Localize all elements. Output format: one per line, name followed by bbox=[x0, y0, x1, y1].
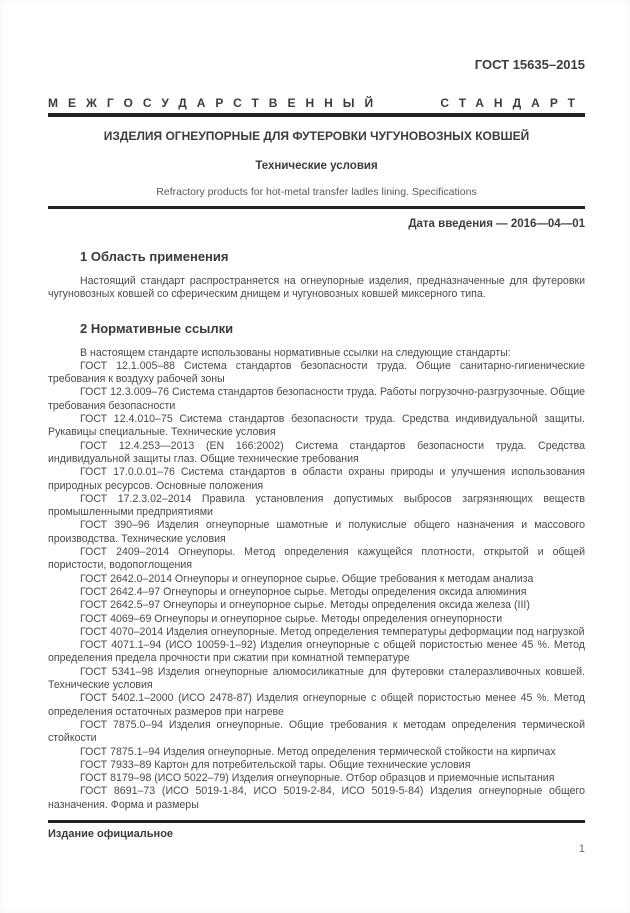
paragraph: ГОСТ 7875.1–94 Изделия огнеупорные. Метод определения термической стойкости на кирпичах bbox=[80, 745, 556, 758]
page-number: 1 bbox=[578, 843, 585, 855]
paragraph: ГОСТ 12.3.009–76 Система стандартов безопасности труда. Работы погрузочно-разгрузочные. Общие требования безопасности bbox=[48, 386, 585, 412]
paragraph: ГОСТ 12.4.010–75 Система стандартов безопасности труда. Средства индивидуальной защиты. Рукавицы специальные. Технические условия bbox=[48, 413, 585, 439]
paragraph: ГОСТ 5402.1–2000 (ИСО 2478-87) Изделия огнеупорные с общей пористостью менее 45 %. Метод определения остаточных размеров при нагреве bbox=[48, 692, 585, 718]
section bbox=[48, 249, 585, 302]
paragraph: ГОСТ 7933–89 Картон для потребительской тары. Общие технические условия bbox=[80, 758, 471, 771]
doc-title: ИЗДЕЛИЯ ОГНЕУПОРНЫЕ ДЛЯ ФУТЕРОВКИ ЧУГУНОВОЗНЫХ КОВШЕЙ bbox=[103, 129, 530, 143]
footer-rule bbox=[48, 820, 585, 823]
document-body bbox=[48, 249, 585, 812]
paragraph: ГОСТ 4071.1–94 (ИСО 10059-1–92) Изделия огнеупорные с общей пористостью менее 45 %. Метод определения предела прочности при сжатии при комнатной температуре bbox=[48, 639, 585, 665]
doc-number: ГОСТ 15635–2015 bbox=[474, 57, 585, 72]
paragraph: Настоящий стандарт распространяется на огнеупорные изделия, предназначенные для футеровки чугуновозных ковшей со сферическим днищем и чугуновозных ковшей миксерного типа. bbox=[48, 275, 585, 301]
paragraph: ГОСТ 390–96 Изделия огнеупорные шамотные и полукислые общего назначения и массового производства. Технические условия bbox=[48, 519, 585, 545]
header-rule-bottom bbox=[48, 206, 585, 209]
introduction-date: Дата введения — 2016—04—01 bbox=[408, 218, 585, 230]
paragraph: ГОСТ 8691–73 (ИСО 5019-1-84, ИСО 5019-2-84, ИСО 5019-5-84) Изделия огнеупорные общего назначения. Форма и размеры bbox=[48, 785, 585, 811]
paragraph: ГОСТ 17.2.3.02–2014 Правила установления допустимых выбросов загрязняющих веществ промышленными предприятиями bbox=[48, 492, 585, 519]
document-content bbox=[0, 57, 630, 812]
paragraph: ГОСТ 2409–2014 Огнеупоры. Метод определения кажущейся плотности, открытой и общей пористости, водопоглощения bbox=[48, 546, 585, 572]
header-rule-top bbox=[48, 113, 585, 117]
edition-note: Издание официальное bbox=[48, 828, 174, 840]
doc-title-english: Refractory products for hot-metal transfer ladles lining. Specifications bbox=[156, 186, 477, 198]
paragraph: ГОСТ 2642.5–97 Огнеупоры и огнеупорное сырье. Методы определения оксида железа (III) bbox=[80, 599, 530, 612]
paragraph: ГОСТ 2642.4–97 Огнеупоры и огнеупорное сырье. Методы определения оксида алюминия bbox=[80, 585, 527, 598]
paragraph: ГОСТ 8179–98 (ИСО 5022–79) Изделия огнеупорные. Отбор образцов и приемочные испытания bbox=[80, 772, 555, 785]
paragraph: ГОСТ 12.1.005–88 Система стандартов безопасности труда. Общие санитарно-гигиенические требования к воздуху рабочей зоны bbox=[48, 359, 585, 386]
paragraph: ГОСТ 12.4.253—2013 (EN 166:2002) Система стандартов безопасности труда. Средства индивидуальной защиты глаз. Общие технические требования bbox=[48, 439, 585, 465]
paragraph: ГОСТ 7875.0–94 Изделия огнеупорные. Общие требования к методам определения термической стойкости bbox=[48, 718, 585, 745]
section bbox=[48, 321, 585, 812]
paragraph: ГОСТ 17.0.0.01–76 Система стандартов в области охраны природы и улучшения использования природных ресурсов. Основные положения bbox=[48, 466, 585, 492]
page-footer bbox=[48, 820, 585, 855]
standard-kind-banner: МЕЖГОСУДАРСТВЕННЫЙ СТАНДАРТ bbox=[48, 96, 585, 110]
paragraph: ГОСТ 4070–2014 Изделия огнеупорные. Метод определения температуры деформации под нагрузкой bbox=[80, 625, 585, 638]
section-heading: 1 Область применения bbox=[80, 249, 229, 264]
paragraph: ГОСТ 5341–98 Изделия огнеупорные алюмосиликатные для футеровки сталеразливочных ковшей. Технические условия bbox=[48, 665, 585, 692]
doc-subtitle: Технические условия bbox=[255, 160, 378, 172]
section-heading: 2 Нормативные ссылки bbox=[80, 320, 234, 336]
paragraph: ГОСТ 4069–69 Огнеупоры и огнеупорное сырье. Методы определения огнеупорности bbox=[80, 612, 503, 625]
paragraph: ГОСТ 2642.0–2014 Огнеупоры и огнеупорное сырье. Общие требования к методам анализа bbox=[80, 572, 534, 585]
paragraph: В настоящем стандарте использованы нормативные ссылки на следующие стандарты: bbox=[80, 346, 511, 359]
